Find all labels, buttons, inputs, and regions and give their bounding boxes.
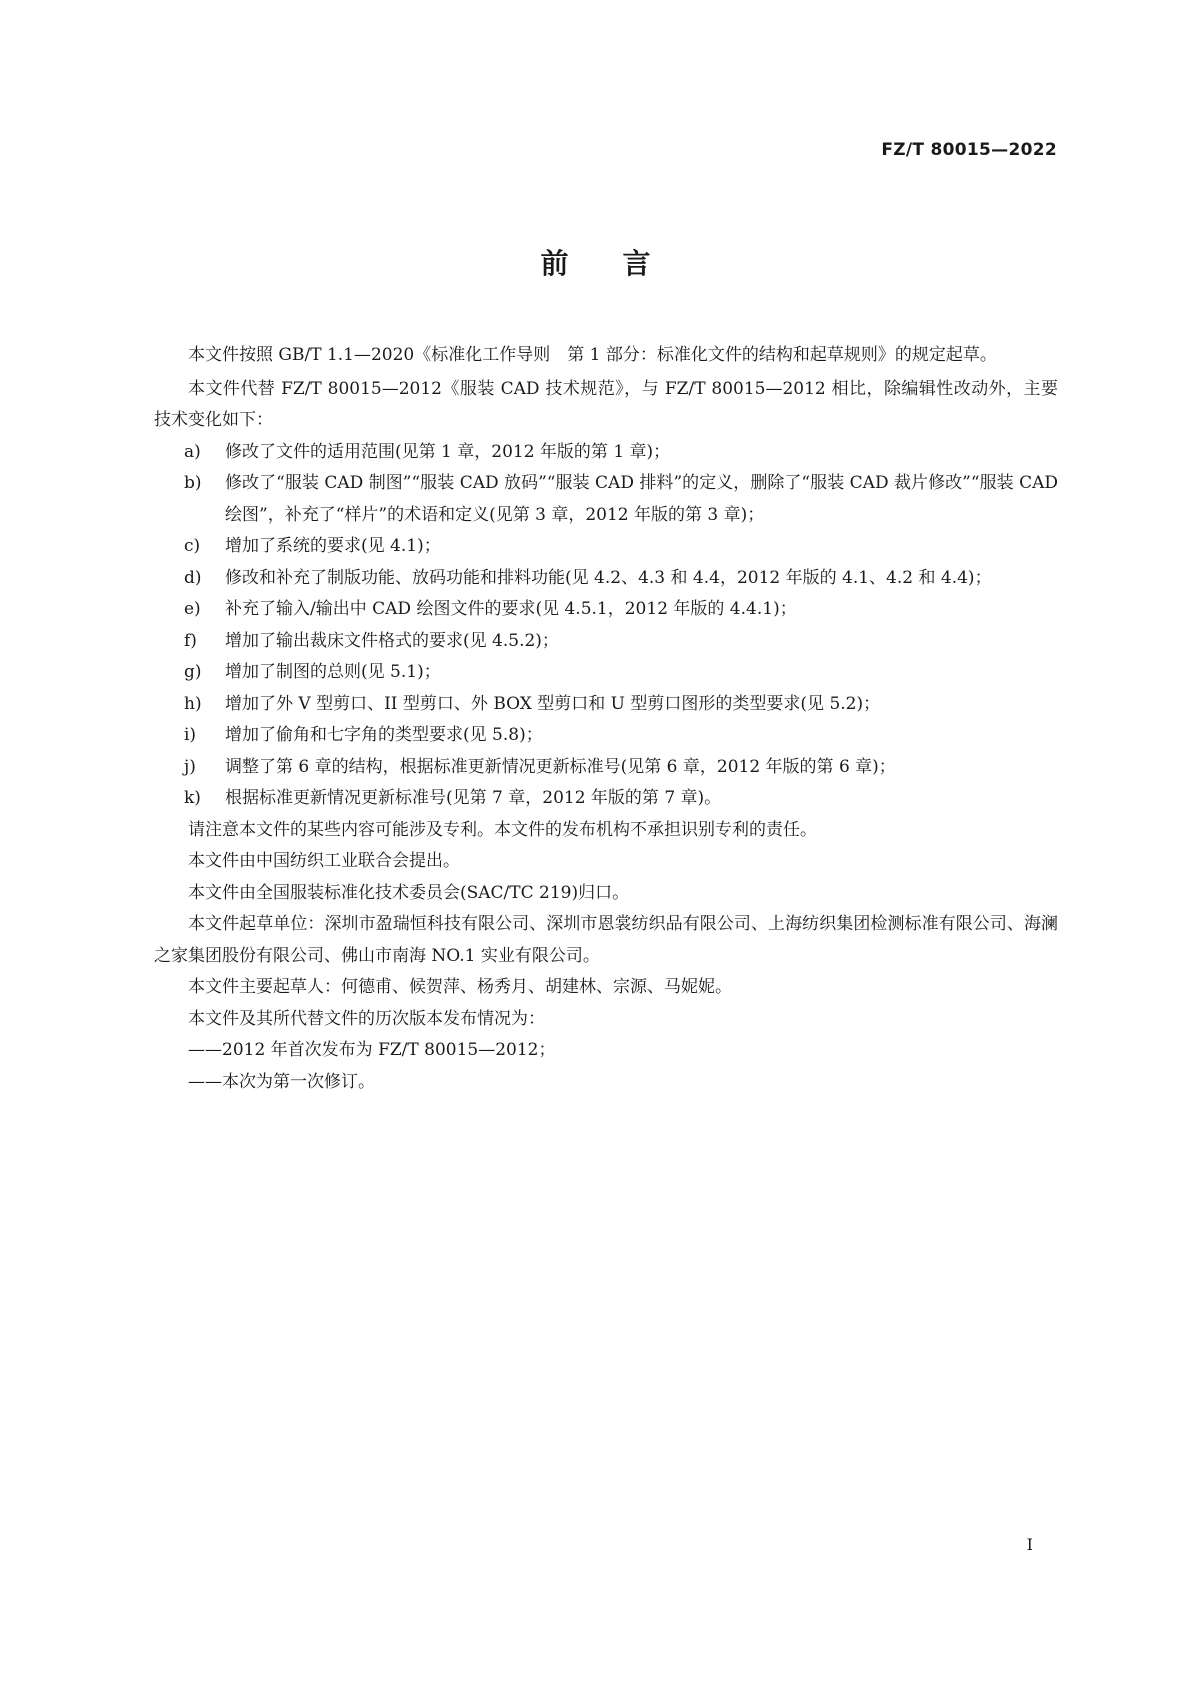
list-item (154, 752, 1058, 784)
list-item (154, 531, 1058, 563)
list-marker: k) (184, 788, 201, 808)
paragraph-patent-notice: 请注意本文件的某些内容可能涉及专利。本文件的发布机构不承担识别专利的责任。 (188, 819, 817, 840)
list-marker: b) (184, 473, 202, 493)
list-item-text: 补充了输入/输出中 CAD 绘图文件的要求(见 4.5.1，2012 年版的 4.4.1)； (225, 599, 797, 619)
list-item (154, 563, 1058, 595)
list-marker: c) (184, 536, 201, 556)
list-item (154, 720, 1058, 752)
list-item (154, 657, 1058, 689)
page-number: I (1026, 1535, 1033, 1554)
list-item-text: 修改和补充了制版功能、放码功能和排料功能(见 4.2、4.3 和 4.4，2012 年版的 4.1、4.2 和 4.4)； (225, 567, 992, 588)
version-history-item: ——本次为第一次修订。 (188, 1071, 375, 1092)
list-item (154, 783, 1058, 815)
list-marker: g) (184, 662, 202, 682)
list-item-text: 增加了输出裁床文件格式的要求(见 4.5.2)； (225, 630, 559, 651)
page-title: 前言 (540, 247, 705, 280)
list-item (154, 468, 1058, 531)
list-item-text: 调整了第 6 章的结构，根据标准更新情况更新标准号(见第 6 章，2012 年版的第 6 章)； (225, 756, 896, 777)
list-marker: f) (184, 630, 197, 651)
version-history-item: ——2012 年首次发布为 FZ/T 80015—2012； (188, 1040, 556, 1060)
list-marker: a) (184, 441, 201, 462)
paragraph-replacement: 本文件代替 FZ/T 80015—2012《服装 CAD 技术规范》，与 FZ/T 80015—2012 相比，除编辑性改动外，主要技术变化如下： (154, 378, 1058, 430)
standard-number: FZ/T 80015—2022 (881, 140, 1057, 160)
paragraph-drafting-units: 本文件起草单位：深圳市盈瑞恒科技有限公司、深圳市恩裳纺织品有限公司、上海纺织集团检测标准有限公司、海澜之家集团股份有限公司、佛山市南海 NO.1 实业有限公司。 (154, 914, 1058, 966)
list-item (154, 437, 1058, 469)
list-item-text: 根据标准更新情况更新标准号(见第 7 章，2012 年版的第 7 章)。 (225, 788, 722, 808)
paragraph-proposer: 本文件由中国纺织工业联合会提出。 (188, 851, 460, 871)
list-item (154, 594, 1058, 626)
list-item-text: 增加了偷角和七字角的类型要求(见 5.8)； (225, 725, 543, 745)
list-item-text: 修改了文件的适用范围(见第 1 章，2012 年版的第 1 章)； (225, 441, 671, 462)
paragraph-drafting-rules: 本文件按照 GB/T 1.1—2020《标准化工作导则 第 1 部分：标准化文件的结构和起草规则》的规定起草。 (188, 345, 997, 365)
paragraph-technical-committee: 本文件由全国服装标准化技术委员会(SAC/TC 219)归口。 (188, 882, 630, 903)
list-item (154, 626, 1058, 658)
list-item-text: 修改了“服装 CAD 制图”“服装 CAD 放码”“服装 CAD 排料”的定义，删除了“服装 CAD 裁片修改”“服装 CAD 绘图”，补充了“样片”的术语和定义(见第 3 章，2012 年版的第 3 章)； (225, 473, 1058, 525)
list-marker: i) (184, 725, 197, 745)
list-marker: d) (184, 567, 202, 588)
list-item (154, 689, 1058, 721)
foreword-body (154, 340, 1058, 1098)
list-item-text: 增加了系统的要求(见 4.1)； (225, 536, 441, 556)
list-item-text: 增加了制图的总则(见 5.1)； (225, 662, 441, 682)
paragraph-version-history: 本文件及其所代替文件的历次版本发布情况为： (188, 1008, 545, 1029)
list-marker: e) (184, 599, 201, 619)
paragraph-drafters: 本文件主要起草人：何德甫、候贺萍、杨秀月、胡建林、宗源、马妮妮。 (188, 977, 732, 997)
list-item-text: 增加了外 V 型剪口、II 型剪口、外 BOX 型剪口和 U 型剪口图形的类型要求(见 5.2)； (225, 693, 881, 714)
list-marker: h) (184, 693, 202, 714)
technical-changes-list (154, 437, 1058, 815)
list-marker: j) (184, 756, 196, 777)
